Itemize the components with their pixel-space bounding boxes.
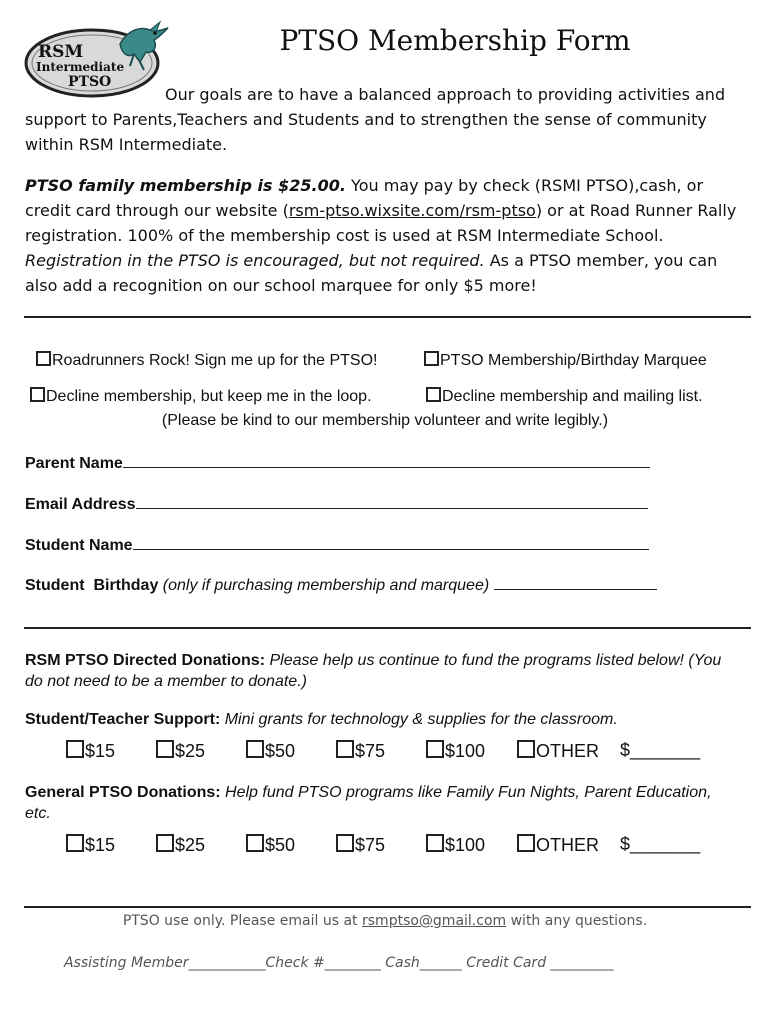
checkbox[interactable] — [156, 740, 174, 758]
cash-field[interactable]: Cash______ — [385, 955, 462, 971]
amount-label: OTHER — [536, 741, 599, 761]
encouraged-text: Registration in the PTSO is encouraged, but not required. — [25, 251, 485, 270]
support-amount-75[interactable] — [336, 740, 385, 762]
parent-name-label: Parent Name — [25, 455, 123, 472]
option-decline-all[interactable] — [426, 387, 703, 406]
option-decline-all-label: Decline membership and mailing list. — [442, 388, 703, 405]
logo-text-intermediate: Intermediate — [36, 60, 125, 74]
email-address-label: Email Address — [25, 496, 136, 513]
checkbox[interactable] — [426, 834, 444, 852]
general-other-amount[interactable]: $_______ — [620, 834, 701, 854]
support-amount-100[interactable] — [426, 740, 485, 762]
divider-1 — [24, 316, 751, 318]
amount-label: $100 — [445, 835, 486, 855]
support-amounts — [0, 740, 770, 766]
checkbox[interactable] — [246, 740, 264, 758]
option-birthday-marquee-label: PTSO Membership/Birthday Marquee — [440, 352, 707, 369]
option-sign-up-label: Roadrunners Rock! Sign me up for the PTSO! — [52, 352, 378, 369]
divider-3 — [24, 906, 751, 908]
credit-card-field[interactable]: Credit Card _________ — [466, 955, 614, 971]
general-amounts — [0, 834, 770, 860]
checkbox[interactable] — [30, 387, 45, 402]
student-name-label: Student Name — [25, 537, 133, 554]
parent-name-field[interactable] — [25, 453, 650, 473]
support-other-amount[interactable]: $_______ — [620, 740, 701, 760]
check-number-field[interactable]: Check #________ — [265, 955, 381, 971]
checkbox[interactable] — [424, 351, 439, 366]
intro-goals — [25, 82, 745, 157]
amount-label: $15 — [85, 741, 116, 761]
general-amount-75[interactable] — [336, 834, 385, 856]
checkbox[interactable] — [36, 351, 51, 366]
general-intro — [25, 782, 725, 824]
assisting-member-field[interactable]: Assisting Member___________ — [64, 955, 266, 971]
option-decline-keep[interactable] — [30, 387, 372, 406]
general-label: General PTSO Donations: — [25, 784, 221, 801]
checkbox[interactable] — [517, 740, 535, 758]
checkbox[interactable] — [517, 834, 535, 852]
amount-label: $75 — [355, 741, 386, 761]
support-intro — [25, 709, 745, 730]
checkbox[interactable] — [426, 387, 441, 402]
general-note: Help fund PTSO programs like Family Fun Nights, Parent Education, etc. — [25, 784, 712, 822]
support-amount-other[interactable] — [517, 740, 599, 762]
donations-heading-note: Please help us continue to fund the programs listed below! (You do not need to be a member to donate.) — [25, 652, 722, 690]
footer-contact-text: PTSO use only. Please email us at — [122, 913, 362, 929]
amount-label: $25 — [175, 835, 206, 855]
amount-label: $25 — [175, 741, 206, 761]
website-link[interactable]: rsm-ptso.wixsite.com/rsm-ptso — [288, 201, 536, 220]
student-birthday-line[interactable] — [494, 575, 657, 590]
divider-2 — [24, 627, 751, 629]
logo-text-ptso: PTSO — [68, 74, 112, 90]
amount-label: $15 — [85, 835, 116, 855]
intro-goals-text: Our goals are to have a balanced approach to providing activities and support to Parents,Teachers and Students and to strengthen the sense of community within RSM Intermediate. — [25, 85, 726, 154]
parent-name-line[interactable] — [123, 453, 650, 468]
general-amount-50[interactable] — [246, 834, 295, 856]
support-amount-15[interactable] — [66, 740, 115, 762]
footer-contact — [0, 913, 770, 929]
office-use-row — [64, 955, 614, 971]
email-address-field[interactable] — [25, 494, 648, 514]
amount-label: $75 — [355, 835, 386, 855]
page-title: PTSO Membership Form — [279, 24, 631, 57]
checkbox[interactable] — [246, 834, 264, 852]
checkbox[interactable] — [66, 740, 84, 758]
checkbox[interactable] — [336, 740, 354, 758]
logo-text-rsm: RSM — [38, 42, 84, 62]
membership-price: PTSO family membership is $25.00. — [25, 176, 346, 195]
checkbox[interactable] — [336, 834, 354, 852]
donations-intro — [25, 650, 725, 692]
amount-label: $50 — [265, 741, 296, 761]
option-decline-keep-label: Decline membership, but keep me in the loop. — [46, 388, 372, 405]
support-label: Student/Teacher Support: — [25, 711, 221, 728]
donations-heading: RSM PTSO Directed Donations: — [25, 652, 266, 669]
general-amount-15[interactable] — [66, 834, 115, 856]
option-birthday-marquee[interactable] — [424, 351, 707, 370]
amount-label: $100 — [445, 741, 486, 761]
amount-label: $50 — [265, 835, 296, 855]
student-name-line[interactable] — [133, 535, 649, 550]
student-birthday-note: (only if purchasing membership and marquee) — [158, 577, 494, 594]
checkbox[interactable] — [426, 740, 444, 758]
legibility-note: (Please be kind to our membership volunteer and write legibly.) — [161, 412, 609, 429]
payment-text-1: You may pay by check (RSMI PTSO),cash, or credit card through our website ( — [25, 176, 704, 220]
general-amount-25[interactable] — [156, 834, 205, 856]
support-amount-50[interactable] — [246, 740, 295, 762]
student-name-field[interactable] — [25, 535, 649, 555]
contact-email-link[interactable]: rsmptso@gmail.com — [362, 913, 507, 929]
intro-membership — [25, 173, 747, 298]
student-birthday-label: Student Birthday — [25, 577, 159, 594]
option-sign-up[interactable] — [36, 351, 377, 370]
payment-text-2: ) or at Road Runner Rally registration. 100% of the membership cost is used at RSM Intermediate School. — [25, 201, 737, 245]
marquee-text: As a PTSO member, you can also add a recognition on our school marquee for only $5 more! — [25, 251, 718, 295]
checkbox[interactable] — [156, 834, 174, 852]
footer-contact-text-2: with any questions. — [506, 913, 648, 929]
amount-label: OTHER — [536, 835, 599, 855]
support-amount-25[interactable] — [156, 740, 205, 762]
email-address-line[interactable] — [136, 494, 648, 509]
general-amount-100[interactable] — [426, 834, 485, 856]
student-birthday-field[interactable] — [25, 575, 657, 595]
general-amount-other[interactable] — [517, 834, 599, 856]
checkbox[interactable] — [66, 834, 84, 852]
support-note: Mini grants for technology & supplies for the classroom. — [220, 711, 618, 728]
